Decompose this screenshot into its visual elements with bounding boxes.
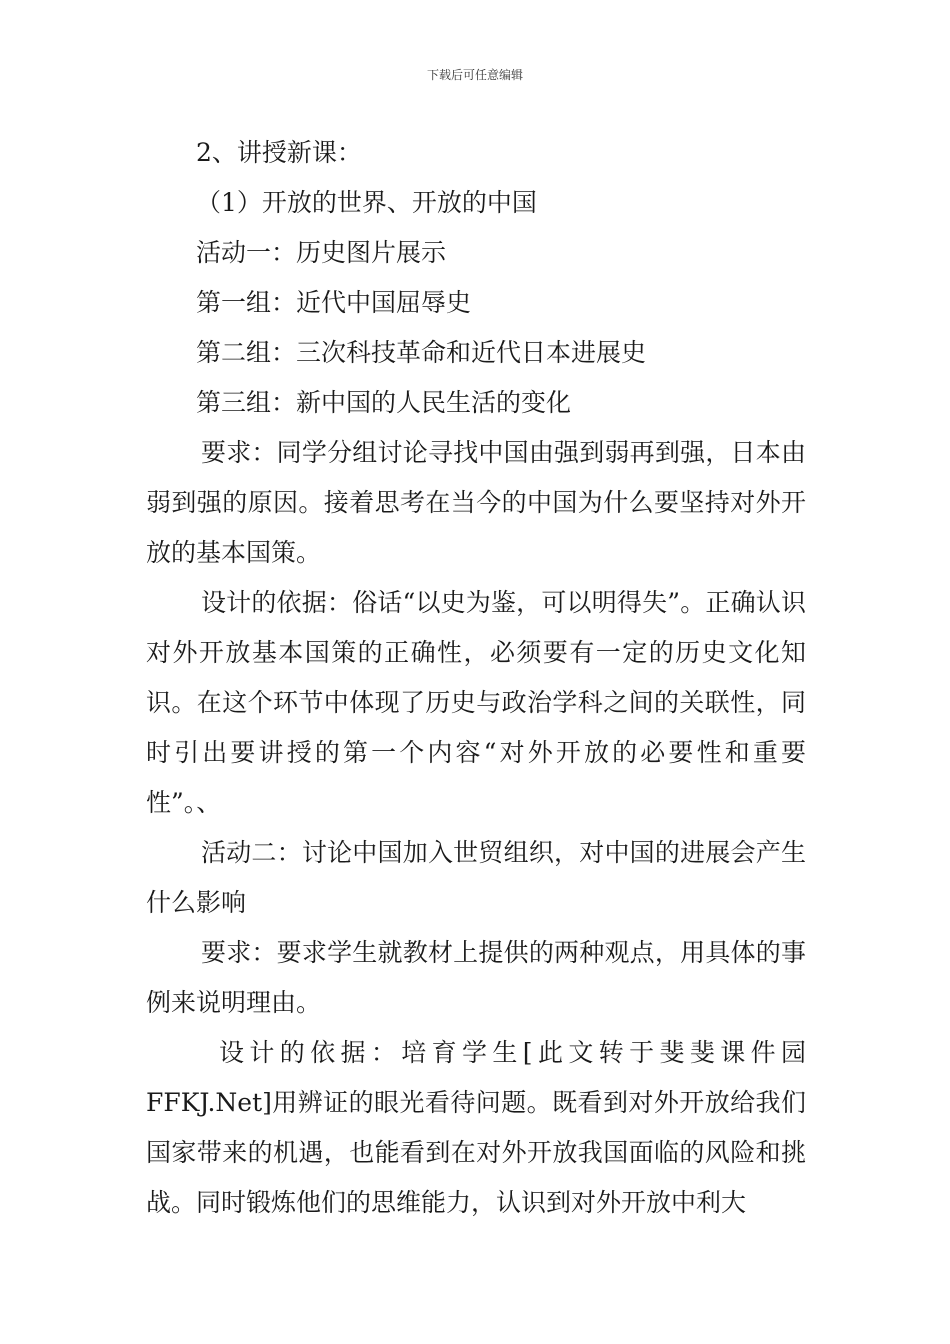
subsection-title: （1）开放的世界、开放的中国 <box>196 188 537 217</box>
activity-two-paragraph: 活动二：讨论中国加入世贸组织，对中国的进展会产生什么影响 <box>146 838 806 917</box>
requirement-paragraph-1: 要求：同学分组讨论寻找中国由强到弱再到强，日本由弱到强的原因。接着思考在当今的中国为什么要坚持对外开放的基本国策。 <box>146 438 806 567</box>
requirement-paragraph-2: 要求：要求学生就教材上提供的两种观点，用具体的事例来说明理由。 <box>146 938 806 1017</box>
group-one-item: 第一组：近代中国屈辱史 <box>196 288 472 317</box>
document-body <box>146 128 806 1228</box>
group-two-item: 第二组：三次科技革命和近代日本进展史 <box>196 338 647 367</box>
design-basis-paragraph-2: 设计的依据：培育学生[此文转于斐斐课件园FFKJ.Net]用辨证的眼光看待问题。既看到对外开放给我们国家带来的机遇，也能看到在对外开放我国面临的风险和挑战。同时锻炼他们的思维能力，认识到对外开放中利大 <box>146 1038 806 1217</box>
design-basis-paragraph-1: 设计的依据：俗话“以史为鉴，可以明得失”。正确认识对外开放基本国策的正确性，必须要有一定的历史文化知识。在这个环节中体现了历史与政治学科之间的关联性，同时引出要讲授的第一个内容“对外开放的必要性和重要性”。、 <box>146 588 806 817</box>
activity-one-title: 活动一：历史图片展示 <box>196 238 447 267</box>
group-three-item: 第三组：新中国的人民生活的变化 <box>196 388 572 417</box>
section-heading: 2、讲授新课： <box>196 138 362 167</box>
page-header-note: 下载后可任意编辑 <box>426 68 523 82</box>
